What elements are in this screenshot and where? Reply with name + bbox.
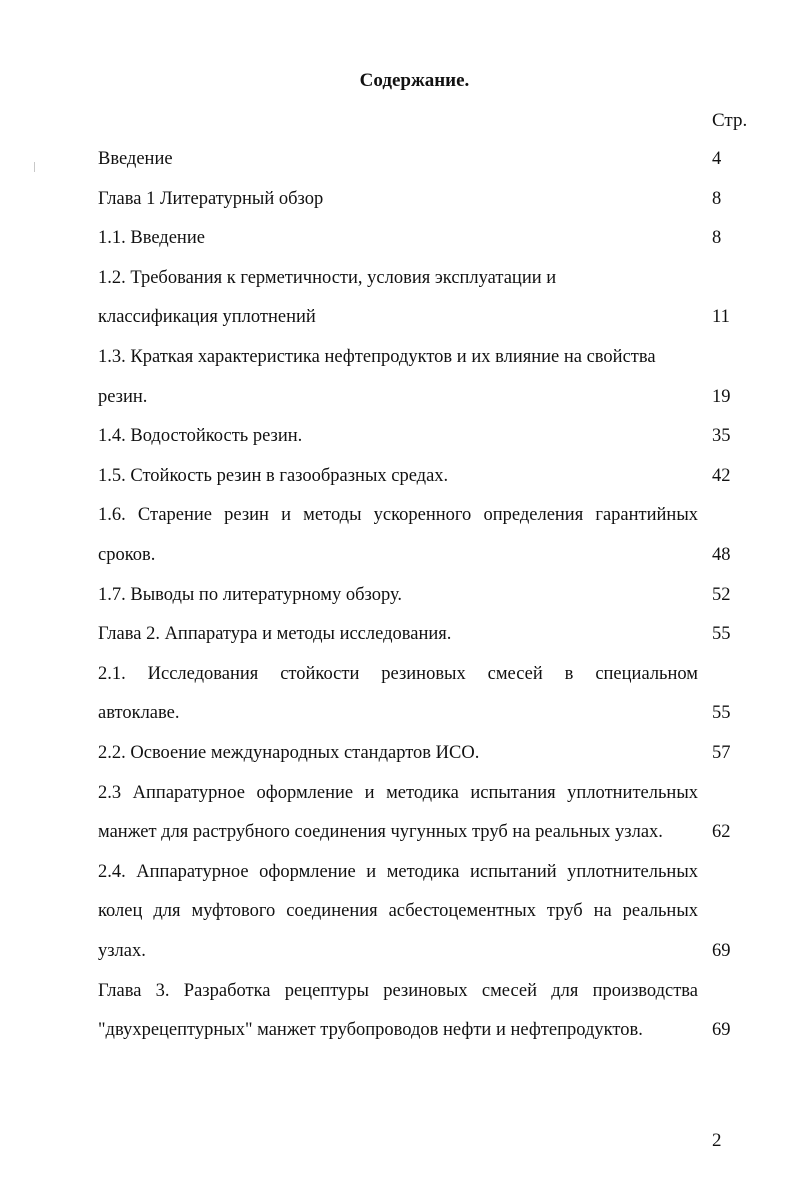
toc-entry-page: 55 bbox=[712, 703, 731, 724]
toc-entry-page: 69 bbox=[712, 941, 731, 961]
toc-entry-page: 42 bbox=[712, 465, 731, 486]
toc-entry-text: Глава 3. Разработка рецептуры резиновых смесей для производства bbox=[98, 980, 698, 1001]
toc-entry-text: манжет для раструбного соединения чугунных труб на реальных узлах. bbox=[98, 822, 663, 843]
toc-entry-page: 8 bbox=[712, 188, 722, 209]
toc-entry-text: автоклаве. bbox=[98, 703, 180, 724]
toc-entry-text: "двухрецептурных" манжет трубопроводов нефти и нефтепродуктов. bbox=[98, 1020, 643, 1041]
toc-entry-page: 11 bbox=[712, 307, 730, 328]
toc-entry-text: Глава 1 Литературный обзор bbox=[98, 188, 324, 209]
toc-entry-text: 1.2. Требования к герметичности, условия эксплуатации и bbox=[98, 267, 557, 288]
page-number: 2 bbox=[712, 1130, 722, 1151]
toc-entry-text: 1.7. Выводы по литературному обзору. bbox=[98, 584, 402, 605]
toc-entry-page: 69 bbox=[712, 1020, 731, 1041]
page-title: Содержание. bbox=[359, 70, 470, 91]
toc-entry-text: Введение bbox=[98, 149, 173, 169]
toc-entry-text: 2.3 Аппаратурное оформление и методика испытания уплотнительных bbox=[98, 782, 698, 803]
page-column-header: Стр. bbox=[712, 110, 748, 131]
toc-entry-page: 48 bbox=[712, 545, 731, 565]
toc-entry-page: 4 bbox=[712, 149, 722, 169]
toc-entry-text: колец для муфтового соединения асбестоцементных труб на реальных bbox=[98, 901, 698, 922]
toc-entry-text: 1.6. Старение резин и методы ускоренного определения гарантийных bbox=[98, 505, 698, 526]
toc-entry-text: 2.2. Освоение международных стандартов ИСО. bbox=[98, 743, 480, 763]
toc-entry-text: 1.5. Стойкость резин в газообразных средах. bbox=[98, 465, 449, 486]
toc-entry-text: классификация уплотнений bbox=[98, 307, 316, 328]
toc-entry-text: резин. bbox=[98, 386, 148, 407]
toc-entry-page: 55 bbox=[712, 624, 731, 645]
toc-entry-page: 8 bbox=[712, 228, 722, 249]
toc-entry-text: 1.3. Краткая характеристика нефтепродуктов и их влияние на свойства bbox=[98, 347, 656, 367]
toc-entry-text: 2.4. Аппаратурное оформление и методика испытаний уплотнительных bbox=[98, 861, 698, 882]
toc-entry-text: 2.1. Исследования стойкости резиновых смесей в специальном bbox=[98, 663, 698, 684]
toc-entry-page: 35 bbox=[712, 426, 731, 447]
toc-entry-text: узлах. bbox=[98, 941, 146, 961]
toc-entry-text: 1.1. Введение bbox=[98, 228, 205, 249]
toc-entry-text: сроков. bbox=[98, 545, 156, 565]
scan-speck bbox=[34, 162, 35, 172]
toc-entry-page: 19 bbox=[712, 386, 731, 407]
toc-entry-page: 62 bbox=[712, 822, 731, 843]
toc-entry-text: 1.4. Водостойкость резин. bbox=[98, 426, 303, 447]
toc-entry-text: Глава 2. Аппаратура и методы исследования. bbox=[98, 624, 452, 645]
toc-entry-page: 57 bbox=[712, 743, 731, 763]
toc-entry-page: 52 bbox=[712, 584, 731, 605]
